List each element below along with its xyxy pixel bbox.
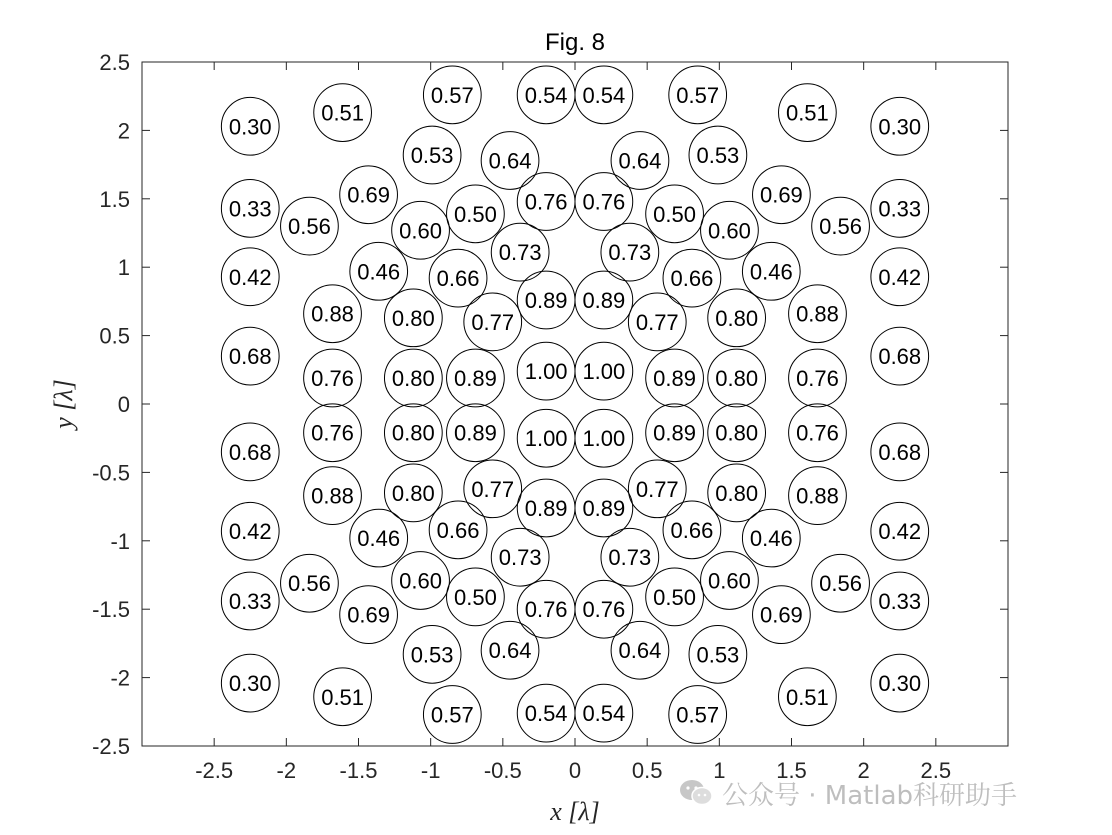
element-value-label: 0.80: [391, 480, 435, 506]
element-value-label: 0.88: [311, 301, 354, 327]
element-value-label: 0.76: [311, 420, 354, 446]
x-tick-label: 0: [568, 758, 582, 783]
element-value-label: 0.53: [410, 642, 454, 668]
element-value-label: 0.89: [453, 420, 497, 446]
element-value-label: 0.88: [311, 483, 354, 509]
element-value-label: 0.53: [696, 143, 740, 169]
element-value-label: 0.66: [436, 266, 480, 292]
x-tick-label: 2: [857, 758, 870, 783]
element-value-label: 0.33: [228, 588, 272, 614]
element-value-label: 0.89: [653, 420, 697, 446]
wechat-icon: [678, 778, 714, 808]
element-value-label: 0.57: [676, 82, 720, 108]
element-value-label: 0.46: [357, 259, 401, 285]
x-tick-label: -1: [420, 758, 441, 783]
x-tick-label: 2.5: [920, 758, 952, 783]
element-value-label: 0.30: [878, 114, 922, 140]
element-value-label: 0.76: [524, 597, 568, 623]
y-tick-label: 1: [117, 255, 130, 281]
element-value-label: 0.33: [228, 196, 272, 222]
y-tick-label: 0: [117, 392, 130, 417]
element-value-label: 1.00: [582, 359, 626, 385]
element-value-label: 0.51: [321, 100, 365, 126]
element-value-label: 0.80: [715, 420, 759, 446]
element-value-label: 0.56: [819, 571, 862, 597]
element-value-label: 0.88: [796, 483, 839, 509]
element-value-label: 0.80: [391, 420, 435, 446]
watermark: [678, 775, 1017, 811]
element-value-label: 0.60: [708, 218, 751, 244]
element-value-label: 0.89: [582, 288, 626, 314]
element-value-label: 0.53: [410, 143, 454, 169]
element-value-label: 0.66: [670, 266, 714, 292]
element-value-label: 0.89: [453, 366, 497, 392]
element-value-label: 0.76: [524, 189, 568, 215]
element-value-label: 0.76: [796, 420, 839, 446]
x-tick-label: 1: [713, 758, 726, 783]
element-value-label: 0.89: [653, 366, 697, 392]
element-value-label: 0.73: [498, 545, 542, 571]
element-value-label: 1.00: [582, 426, 626, 452]
element-value-label: 0.50: [453, 201, 497, 227]
element-value-label: 0.68: [228, 344, 272, 370]
y-tick-label: -1.5: [92, 597, 130, 623]
element-value-label: 0.53: [696, 642, 740, 668]
element-value-label: 0.50: [653, 201, 697, 227]
element-value-label: 0.80: [715, 480, 759, 506]
y-tick-label: -0.5: [92, 460, 130, 486]
element-value-label: 0.77: [471, 309, 515, 335]
y-tick-label: 2: [117, 118, 130, 144]
element-value-label: 0.68: [878, 344, 922, 370]
element-value-label: 0.56: [819, 214, 862, 240]
element-value-label: 0.51: [785, 100, 829, 126]
element-value-label: 0.33: [878, 196, 922, 222]
x-tick-label: -1.5: [339, 758, 378, 783]
element-value-label: 0.69: [759, 602, 803, 628]
y-axis-label: y [λ]: [49, 379, 78, 429]
element-value-label: 0.60: [708, 568, 751, 594]
element-value-label: 0.77: [471, 476, 515, 502]
element-value-label: 0.54: [524, 82, 568, 108]
element-value-label: 0.80: [391, 366, 435, 392]
element-value-label: 0.76: [311, 366, 354, 392]
element-value-label: 0.42: [878, 264, 922, 290]
element-value-label: 0.68: [878, 439, 922, 465]
y-tick-label: 2.5: [99, 50, 130, 75]
element-value-label: 0.60: [399, 568, 442, 594]
element-value-label: 0.30: [878, 671, 922, 697]
element-value-label: 0.69: [759, 182, 803, 208]
element-value-label: 0.69: [347, 602, 391, 628]
element-value-label: 0.80: [715, 305, 759, 331]
element-value-label: 1.00: [524, 359, 568, 385]
y-tick-label: 1.5: [99, 186, 130, 212]
axes-box: [142, 62, 1008, 746]
element-value-label: 0.68: [228, 439, 272, 465]
element-value-label: 0.30: [228, 114, 272, 140]
y-tick-label: -1: [110, 528, 130, 554]
element-value-label: 0.88: [796, 301, 839, 327]
element-value-label: 0.66: [670, 517, 714, 543]
element-value-label: 0.89: [524, 495, 568, 521]
element-value-label: 0.80: [391, 305, 435, 331]
element-value-label: 0.56: [288, 571, 331, 597]
y-tick-label: -2: [110, 665, 130, 691]
x-axis-label: x [λ]: [550, 797, 600, 826]
element-value-label: 0.30: [228, 671, 272, 697]
x-tick-label: 0.5: [631, 758, 663, 783]
element-value-label: 0.73: [608, 240, 652, 266]
element-value-label: 0.69: [347, 182, 391, 208]
element-value-label: 0.33: [878, 588, 922, 614]
element-value-label: 0.54: [524, 701, 568, 727]
element-value-label: 0.42: [228, 264, 272, 290]
element-value-label: 0.60: [399, 218, 442, 244]
element-value-label: 0.50: [453, 584, 497, 610]
element-value-label: 0.64: [488, 638, 532, 664]
element-value-label: 0.57: [430, 82, 474, 108]
element-value-label: 0.46: [749, 259, 793, 285]
element-value-label: 0.57: [676, 702, 720, 728]
element-value-label: 0.46: [749, 526, 793, 552]
element-value-label: 0.76: [582, 597, 626, 623]
element-value-label: 0.89: [582, 495, 626, 521]
element-value-label: 0.57: [430, 702, 474, 728]
element-value-label: 0.64: [618, 148, 662, 174]
y-tick-label: -2.5: [92, 734, 130, 759]
x-tick-label: -2: [276, 758, 297, 783]
chart-title: Fig. 8: [544, 29, 606, 56]
element-value-label: 0.64: [618, 638, 662, 664]
element-value-label: 0.51: [321, 684, 365, 710]
element-value-label: 0.42: [228, 519, 272, 545]
element-value-label: 0.77: [635, 309, 679, 335]
x-tick-label: -0.5: [483, 758, 522, 783]
element-value-label: 0.73: [608, 545, 652, 571]
element-value-label: 0.64: [488, 148, 532, 174]
element-value-label: 0.46: [357, 526, 401, 552]
watermark-text: 公众号 · Matlab科研助手: [722, 780, 1018, 811]
element-value-label: 0.76: [582, 189, 626, 215]
element-value-label: 0.42: [878, 519, 922, 545]
element-value-label: 0.50: [653, 584, 697, 610]
element-value-label: 0.66: [436, 517, 480, 543]
element-value-label: 0.89: [524, 288, 568, 314]
x-tick-label: -2.5: [195, 758, 234, 783]
x-tick-label: 1.5: [776, 758, 807, 783]
element-value-label: 0.56: [288, 214, 331, 240]
element-value-label: 0.73: [498, 240, 542, 266]
element-value-label: 0.54: [582, 701, 626, 727]
element-value-label: 0.54: [582, 82, 626, 108]
element-value-label: 0.51: [785, 684, 829, 710]
element-value-label: 0.76: [796, 366, 839, 392]
y-tick-label: 0.5: [99, 323, 130, 349]
element-value-label: 0.80: [715, 366, 759, 392]
element-value-label: 1.00: [524, 426, 568, 452]
element-value-label: 0.77: [635, 476, 679, 502]
